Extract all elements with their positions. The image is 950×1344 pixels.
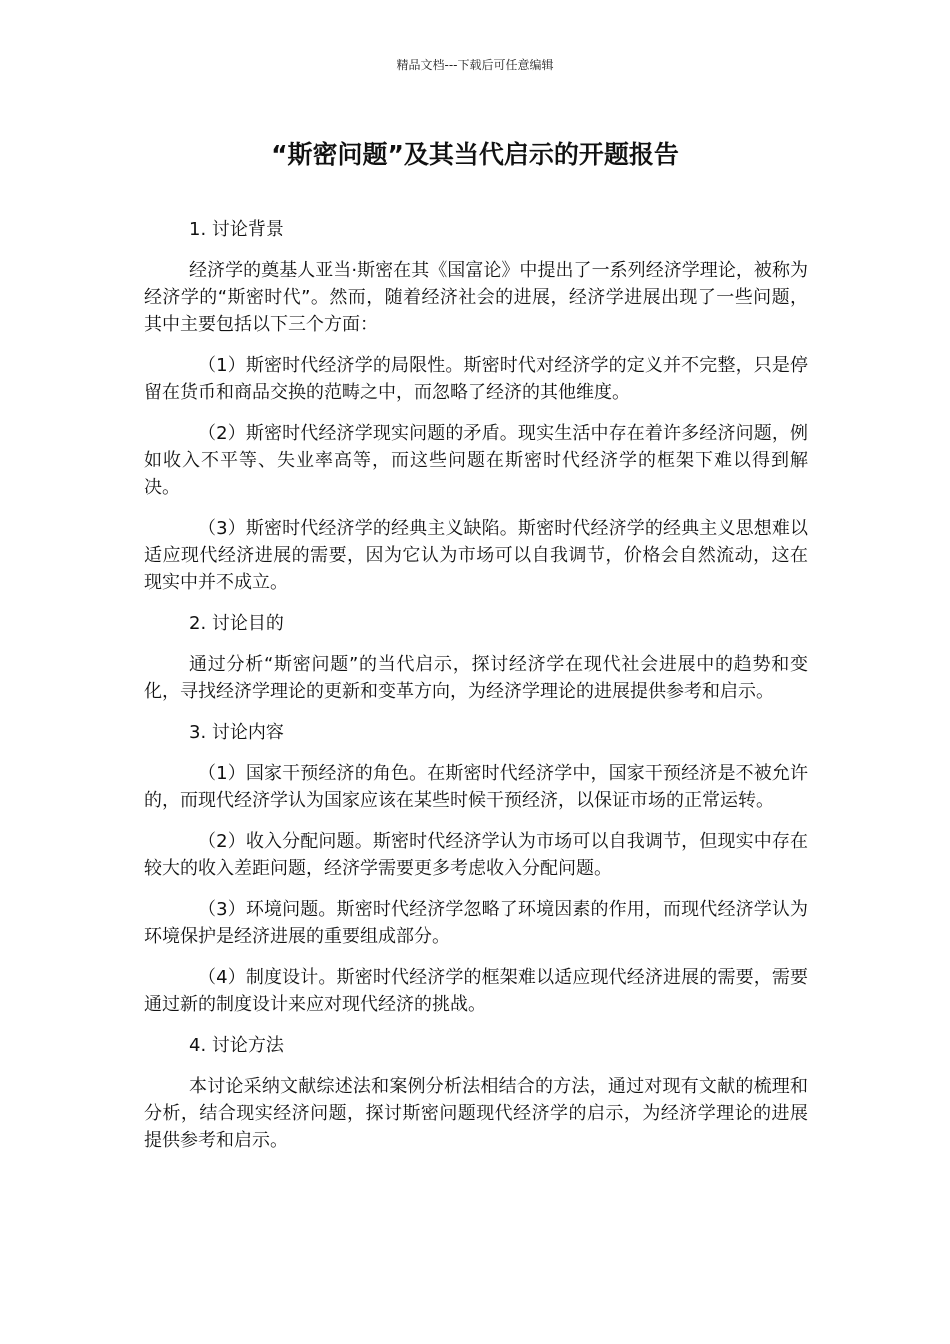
- section-heading-background: 1. 讨论背景: [189, 219, 284, 240]
- paragraph: （3）环境问题。斯密时代经济学忽略了环境因素的作用，而现代经济学认为环境保护是经济进展的重要组成部分。: [144, 899, 808, 947]
- paragraph: （3）斯密时代经济学的经典主义缺陷。斯密时代经济学的经典主义思想难以适应现代经济进展的需要，因为它认为市场可以自我调节，价格会自然流动，这在现实中并不成立。: [144, 518, 808, 593]
- paragraph: 本讨论采纳文献综述法和案例分析法相结合的方法，通过对现有文献的梳理和分析，结合现实经济问题，探讨斯密问题现代经济学的启示，为经济学理论的进展提供参考和启示。: [144, 1076, 808, 1151]
- paragraph: 经济学的奠基人亚当·斯密在其《国富论》中提出了一系列经济学理论，被称为经济学的“斯密时代”。然而，随着经济社会的进展，经济学进展出现了一些问题，其中主要包括以下三个方面：: [144, 260, 808, 335]
- section-heading-purpose: 2. 讨论目的: [189, 613, 284, 634]
- header-note: 精品文档---下载后可任意编辑: [396, 58, 554, 72]
- document-title: “斯密问题”及其当代启示的开题报告: [271, 140, 679, 169]
- paragraph: （2）斯密时代经济学现实问题的矛盾。现实生活中存在着许多经济问题，例如收入不平等、失业率高等，而这些问题在斯密时代经济学的框架下难以得到解决。: [144, 423, 808, 498]
- paragraph: （4）制度设计。斯密时代经济学的框架难以适应现代经济进展的需要，需要通过新的制度设计来应对现代经济的挑战。: [144, 967, 808, 1015]
- paragraph: （1）国家干预经济的角色。在斯密时代经济学中，国家干预经济是不被允许的，而现代经济学认为国家应该在某些时候干预经济，以保证市场的正常运转。: [144, 763, 808, 811]
- section-heading-method: 4. 讨论方法: [189, 1035, 284, 1056]
- paragraph: （1）斯密时代经济学的局限性。斯密时代对经济学的定义并不完整，只是停留在货币和商品交换的范畴之中，而忽略了经济的其他维度。: [144, 355, 808, 403]
- section-heading-content: 3. 讨论内容: [189, 722, 284, 743]
- paragraph: （2）收入分配问题。斯密时代经济学认为市场可以自我调节，但现实中存在较大的收入差距问题，经济学需要更多考虑收入分配问题。: [144, 831, 808, 879]
- paragraph: 通过分析“斯密问题”的当代启示，探讨经济学在现代社会进展中的趋势和变化，寻找经济学理论的更新和变革方向，为经济学理论的进展提供参考和启示。: [144, 654, 808, 702]
- document-body: [144, 216, 808, 1168]
